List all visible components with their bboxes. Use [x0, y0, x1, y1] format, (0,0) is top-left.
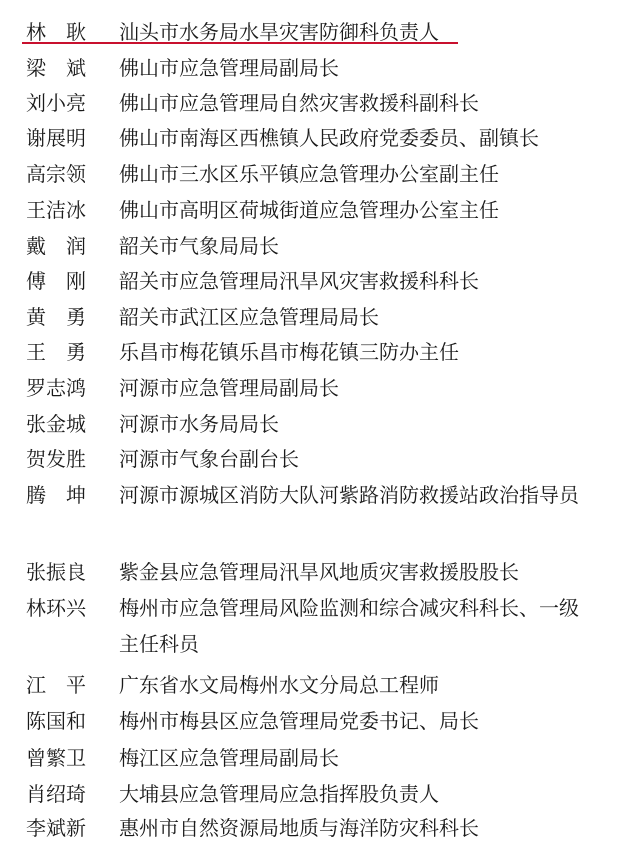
person-title: 佛山市应急管理局自然灾害救援科副科长	[119, 91, 479, 115]
person-title: 广东省水文局梅州水文分局总工程师	[119, 673, 439, 697]
person-name: 傅 刚	[26, 269, 86, 293]
person-title: 韶关市武江区应急管理局局长	[119, 305, 379, 329]
person-title: 大埔县应急管理局应急指挥股负责人	[119, 782, 439, 806]
person-name: 王洁冰	[26, 198, 86, 222]
person-name: 谢展明	[26, 126, 86, 150]
person-title: 乐昌市梅花镇乐昌市梅花镇三防办主任	[119, 340, 459, 364]
person-name: 腾 坤	[26, 483, 86, 507]
person-name: 曾繁卫	[26, 746, 86, 770]
person-name: 李斌新	[26, 816, 86, 840]
person-title: 河源市源城区消防大队河紫路消防救援站政治指导员	[119, 483, 579, 507]
person-name: 王 勇	[26, 340, 86, 364]
person-title: 梅州市应急管理局风险监测和综合减灾科科长、一级主任科员	[119, 596, 579, 656]
person-name: 刘小亮	[26, 91, 86, 115]
person-name: 肖绍琦	[26, 782, 86, 806]
person-name: 高宗领	[26, 162, 86, 186]
person-name: 贺发胜	[26, 447, 86, 471]
person-title: 佛山市南海区西樵镇人民政府党委委员、副镇长	[119, 126, 539, 150]
person-name: 林环兴	[26, 596, 86, 620]
person-title: 韶关市应急管理局汛旱风灾害救援科科长	[119, 269, 479, 293]
person-name: 张振良	[26, 560, 86, 584]
person-name: 陈国和	[26, 709, 86, 733]
person-title: 河源市气象台副台长	[119, 447, 299, 471]
person-title: 紫金县应急管理局汛旱风地质灾害救援股股长	[119, 560, 519, 584]
person-title: 韶关市气象局局长	[119, 234, 279, 258]
person-title: 梅江区应急管理局副局长	[119, 746, 339, 770]
person-title: 汕头市水务局水旱灾害防御科负责人	[119, 20, 439, 44]
person-name: 梁 斌	[26, 56, 86, 80]
person-title: 梅州市梅县区应急管理局党委书记、局长	[119, 709, 479, 733]
person-name: 罗志鸿	[26, 376, 86, 400]
person-title: 佛山市三水区乐平镇应急管理办公室副主任	[119, 162, 499, 186]
person-name: 林 耿	[26, 20, 86, 44]
person-title: 河源市水务局局长	[119, 412, 279, 436]
person-title: 河源市应急管理局副局长	[119, 376, 339, 400]
person-name: 戴 润	[26, 234, 86, 258]
person-name: 江 平	[26, 673, 86, 697]
person-title: 佛山市高明区荷城街道应急管理办公室主任	[119, 198, 499, 222]
person-name: 黄 勇	[26, 305, 86, 329]
person-name: 张金城	[26, 412, 86, 436]
person-title: 惠州市自然资源局地质与海洋防灾科科长	[119, 816, 479, 840]
person-title: 佛山市应急管理局副局长	[119, 56, 339, 80]
